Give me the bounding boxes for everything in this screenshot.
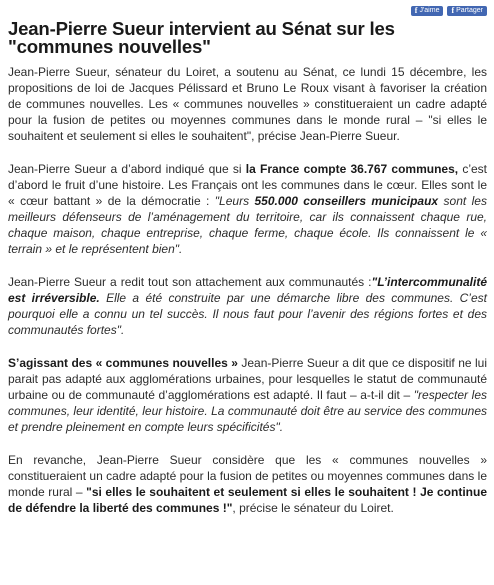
paragraph-history xyxy=(8,161,487,257)
article-title: Jean-Pierre Sueur intervient au Sénat sur les "communes nouvelles" xyxy=(8,18,395,57)
share-button[interactable] xyxy=(447,6,487,16)
text: Jean-Pierre Sueur a redit tout son attachement aux communautés : xyxy=(8,275,372,289)
quote: "respecter les communes, leur identité, leur histoire. La communauté doit être au service des communes et prendre pleinement en compte leurs spécificités". xyxy=(8,388,487,434)
text: Jean-Pierre Sueur a d’abord indiqué que si xyxy=(8,162,246,176)
text: c’est d’abord le fruit d’une histoire. Les Français ont les communes dans le cœur. Elles sont le « cœur battant » de la démocratie : xyxy=(8,162,487,208)
paragraph-communes-nouvelles xyxy=(8,355,487,435)
facebook-icon: f xyxy=(451,6,455,15)
facebook-icon: f xyxy=(414,6,418,15)
paragraph-intro: Jean-Pierre Sueur, sénateur du Loiret, a soutenu au Sénat, ce lundi 15 décembre, les propositions de loi de Jacques Pélissard et Bruno Le Roux visant à favoriser la création de communes nouvelles. Les « communes nouvelles » constitueraient un cadre adapté pour la fusion de petites ou moyennes communes dans le monde rural – "si elles le souhaitent et seulement si elles le souhaitent", précise Jean-Pierre Sueur. xyxy=(8,65,487,143)
like-label: J'aime xyxy=(419,7,440,14)
text: Jean-Pierre Sueur a dit que ce dispositif ne lui parait pas adapté aux agglomérations urbaines, pour lesquelles le statut de communauté urbaine ou de communauté d’agglomérations est adapté. Il faut – a-t-il dit – xyxy=(8,356,487,402)
quote-emphasis: 550.000 conseillers municipaux xyxy=(254,194,439,208)
quote-emphasis: "L’intercommunalité est irréversible. xyxy=(8,275,487,305)
text: En revanche, Jean-Pierre Sueur considère que les « communes nouvelles » constitueraient un cadre adapté pour la fusion de petites ou moyennes communes dans le monde rural – xyxy=(8,453,487,499)
quote: sont les meilleurs défenseurs de l’aménagement du territoire, car ils connaissent chaque rue, chaque maison, chaque entreprise, chaque ferme, chaque école. Ils connaissent le « terrain » et le représentent bien". xyxy=(8,194,487,256)
paragraph-intercommunalite xyxy=(8,274,487,338)
emphasis: la France compte 36.767 communes, xyxy=(245,162,459,176)
like-button[interactable] xyxy=(411,6,444,16)
quote: "Leurs xyxy=(214,194,255,208)
text: , précise le sénateur du Loiret. xyxy=(232,501,394,515)
emphasis: "si elles le souhaitent et seulement si elles le souhaitent ! Je continue de défendre la liberté des communes !" xyxy=(8,485,488,515)
paragraph-conclusion xyxy=(8,452,487,516)
share-label: Partager xyxy=(456,7,483,14)
quote: Elle a été construite par une démarche libre des communes. C’est pourquoi elle a connu un tel succès. Il nous faut pour l’avenir des régions fortes et des communautés fortes". xyxy=(8,291,487,337)
emphasis: S’agissant des « communes nouvelles » xyxy=(8,356,238,370)
share-bar xyxy=(8,6,487,18)
